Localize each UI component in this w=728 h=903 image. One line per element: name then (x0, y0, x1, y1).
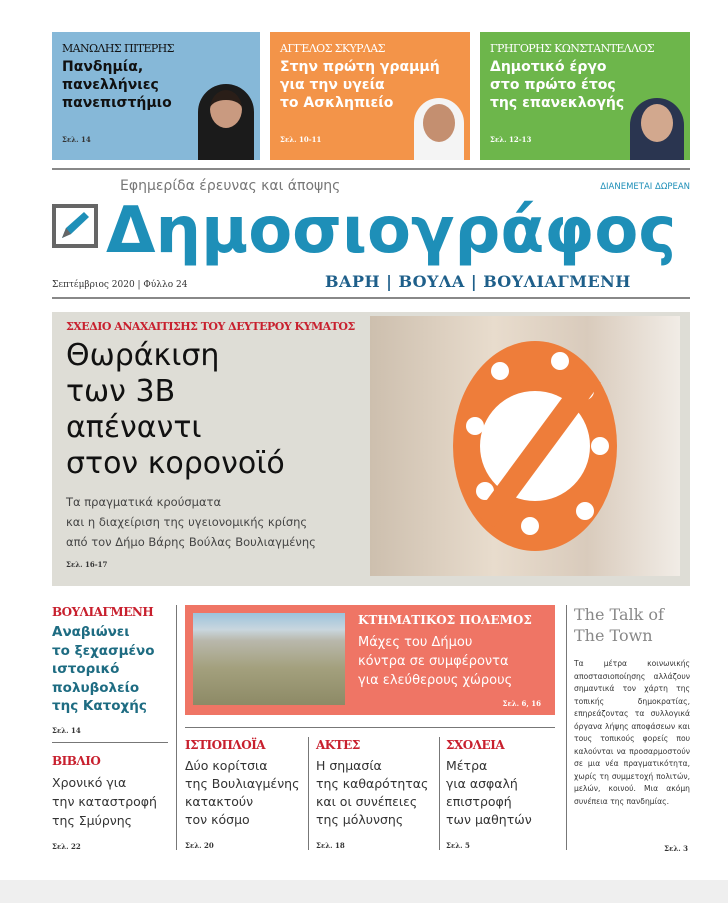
page-ref: Σελ. 5 (446, 841, 470, 850)
divider (52, 168, 690, 170)
story-headline: Χρονικό για την καταστροφή της Σμύρνης (52, 775, 157, 828)
story-kicker: ΒΙΒΛΙΟ (52, 754, 101, 768)
feature-headline: Μάχες του Δήμου κόντρα σε συμφέροντα για ελεύθερους χώρους (358, 635, 513, 688)
teaser-headline: Πανδημία, πανελλήνιες πανεπιστήμιο (62, 59, 172, 111)
divider (439, 737, 440, 850)
page-ref: Σελ. 3 (664, 844, 688, 853)
story-headline: Αναβιώνει το ξεχασμένο ιστορικό πολυβολείο της Κατοχής (52, 624, 155, 714)
divider (185, 727, 555, 728)
story-kicker: ΙΣΤΙΟΠΛΟΪΑ (185, 738, 266, 752)
tagline: Εφημερίδα έρευνας και άποψης (120, 178, 341, 194)
teaser-author: ΓΡΗΓΟΡΗΣ ΚΩΝΣΤΑΝΤΕΛΛΟΣ (490, 42, 655, 55)
lead-subheadline: Τα πραγματικά κρούσματα και η διαχείριση της υγειονομικής κρίσης από τον Δήμο Βάρης Βούλας Βουλιαγμένης (66, 495, 316, 549)
free-distribution-label: ΔΙΑΝΕΜΕΤΑΙ ΔΩΡΕΑΝ (600, 182, 690, 192)
newspaper-title[interactable]: Δημοσιογράφος (106, 194, 677, 268)
teaser-headline: Δημοτικό έργο στο πρώτο έτος της επανεκλογής (490, 59, 625, 111)
feature-kicker: ΚΤΗΜΑΤΙΚΟΣ ΠΟΛΕΜΟΣ (358, 613, 532, 627)
logo-pencil-icon (52, 204, 98, 248)
story-schools[interactable] (446, 737, 558, 850)
lead-kicker: ΣΧΕΔΙΟ ΑΝΑΧΑΙΤΙΣΗΣ ΤΟΥ ΔΕΥΤΕΡΟΥ ΚΥΜΑΤΟΣ (66, 320, 355, 333)
lead-headline: Θωράκιση των 3Β απέναντι στον κορονοϊό (66, 338, 285, 481)
page-ref: Σελ. 22 (52, 842, 81, 851)
bottom-margin (0, 880, 728, 903)
teaser-text (280, 42, 460, 112)
page-ref: Σελ. 14 (62, 135, 91, 144)
talk-of-the-town[interactable] (574, 604, 690, 808)
divider (52, 742, 168, 743)
teaser-text (62, 42, 250, 112)
divider (308, 737, 309, 850)
page-ref: Σελ. 20 (185, 841, 214, 850)
teaser-piteris[interactable] (52, 32, 260, 160)
areas-subtitle: ΒΑΡΗ | ΒΟΥΛΑ | ΒΟΥΛΙΑΓΜΕΝΗ (325, 272, 631, 291)
page-ref: Σελ. 18 (316, 841, 345, 850)
story-kicker: ΒΟΥΛΙΑΓΜΕΝΗ (52, 605, 154, 619)
story-kicker: ΣΧΟΛΕΙΑ (446, 738, 505, 752)
story-kicker: ΑΚΤΕΣ (316, 738, 360, 752)
teaser-konstantellos[interactable] (480, 32, 690, 160)
story-beaches[interactable] (316, 737, 434, 850)
divider (176, 605, 177, 850)
issue-info: Σεπτέμβριος 2020 | Φύλλο 24 (52, 280, 188, 290)
talk-body: Τα μέτρα κοινωνικής αποστασιοποίησης αλλάζουν σημαντικά τον χάρτη της τοπικής δημοκρατίας, επηρεάζοντας τα συλλογικά όργανα λήψης αποφάσεων και τους τοπικούς φορείς που καλούνται να προσαρμοστούν σε μια νέα πραγματικότητα, χωρίς τη συμμετοχή πολιτών, μελών, κοινού. Μια ακόμη συνέπεια της πανδημίας. (574, 659, 690, 806)
teaser-author: ΑΓΓΕΛΟΣ ΣΚΥΡΛΑΣ (280, 42, 385, 55)
teaser-headline: Στην πρώτη γραμμή για την υγεία το Ασκληπιείο (280, 59, 440, 111)
talk-title: The Talk of The Town (574, 605, 664, 645)
teaser-skyrlas[interactable] (270, 32, 470, 160)
divider (52, 297, 690, 299)
divider (566, 605, 567, 850)
story-sailing[interactable] (185, 737, 303, 850)
lead-story[interactable] (52, 312, 690, 586)
page-ref: Σελ. 6, 16 (502, 699, 541, 708)
page-ref: Σελ. 10-11 (280, 135, 322, 144)
aerial-photo (193, 613, 345, 705)
story-headline: Δύο κορίτσια της Βουλιαγμένης κατακτούν τον κόσμο (185, 758, 300, 827)
story-headline: Μέτρα για ασφαλή επιστροφή των μαθητών (446, 758, 532, 827)
story-book[interactable] (52, 753, 170, 851)
teaser-author: ΜΑΝΩΛΗΣ ΠΙΤΕΡΗΣ (62, 42, 174, 55)
no-virus-icon (370, 316, 680, 576)
feature-story[interactable] (185, 605, 555, 715)
lead-photo (370, 316, 680, 576)
story-headline: Η σημασία της καθαρότητας και οι συνέπειες της μόλυνσης (316, 758, 429, 827)
page-ref: Σελ. 14 (52, 725, 81, 735)
teaser-text (490, 42, 680, 112)
story-vouliagmeni[interactable] (52, 604, 170, 735)
page-ref: Σελ. 16-17 (66, 560, 108, 569)
page-ref: Σελ. 12-13 (490, 135, 532, 144)
